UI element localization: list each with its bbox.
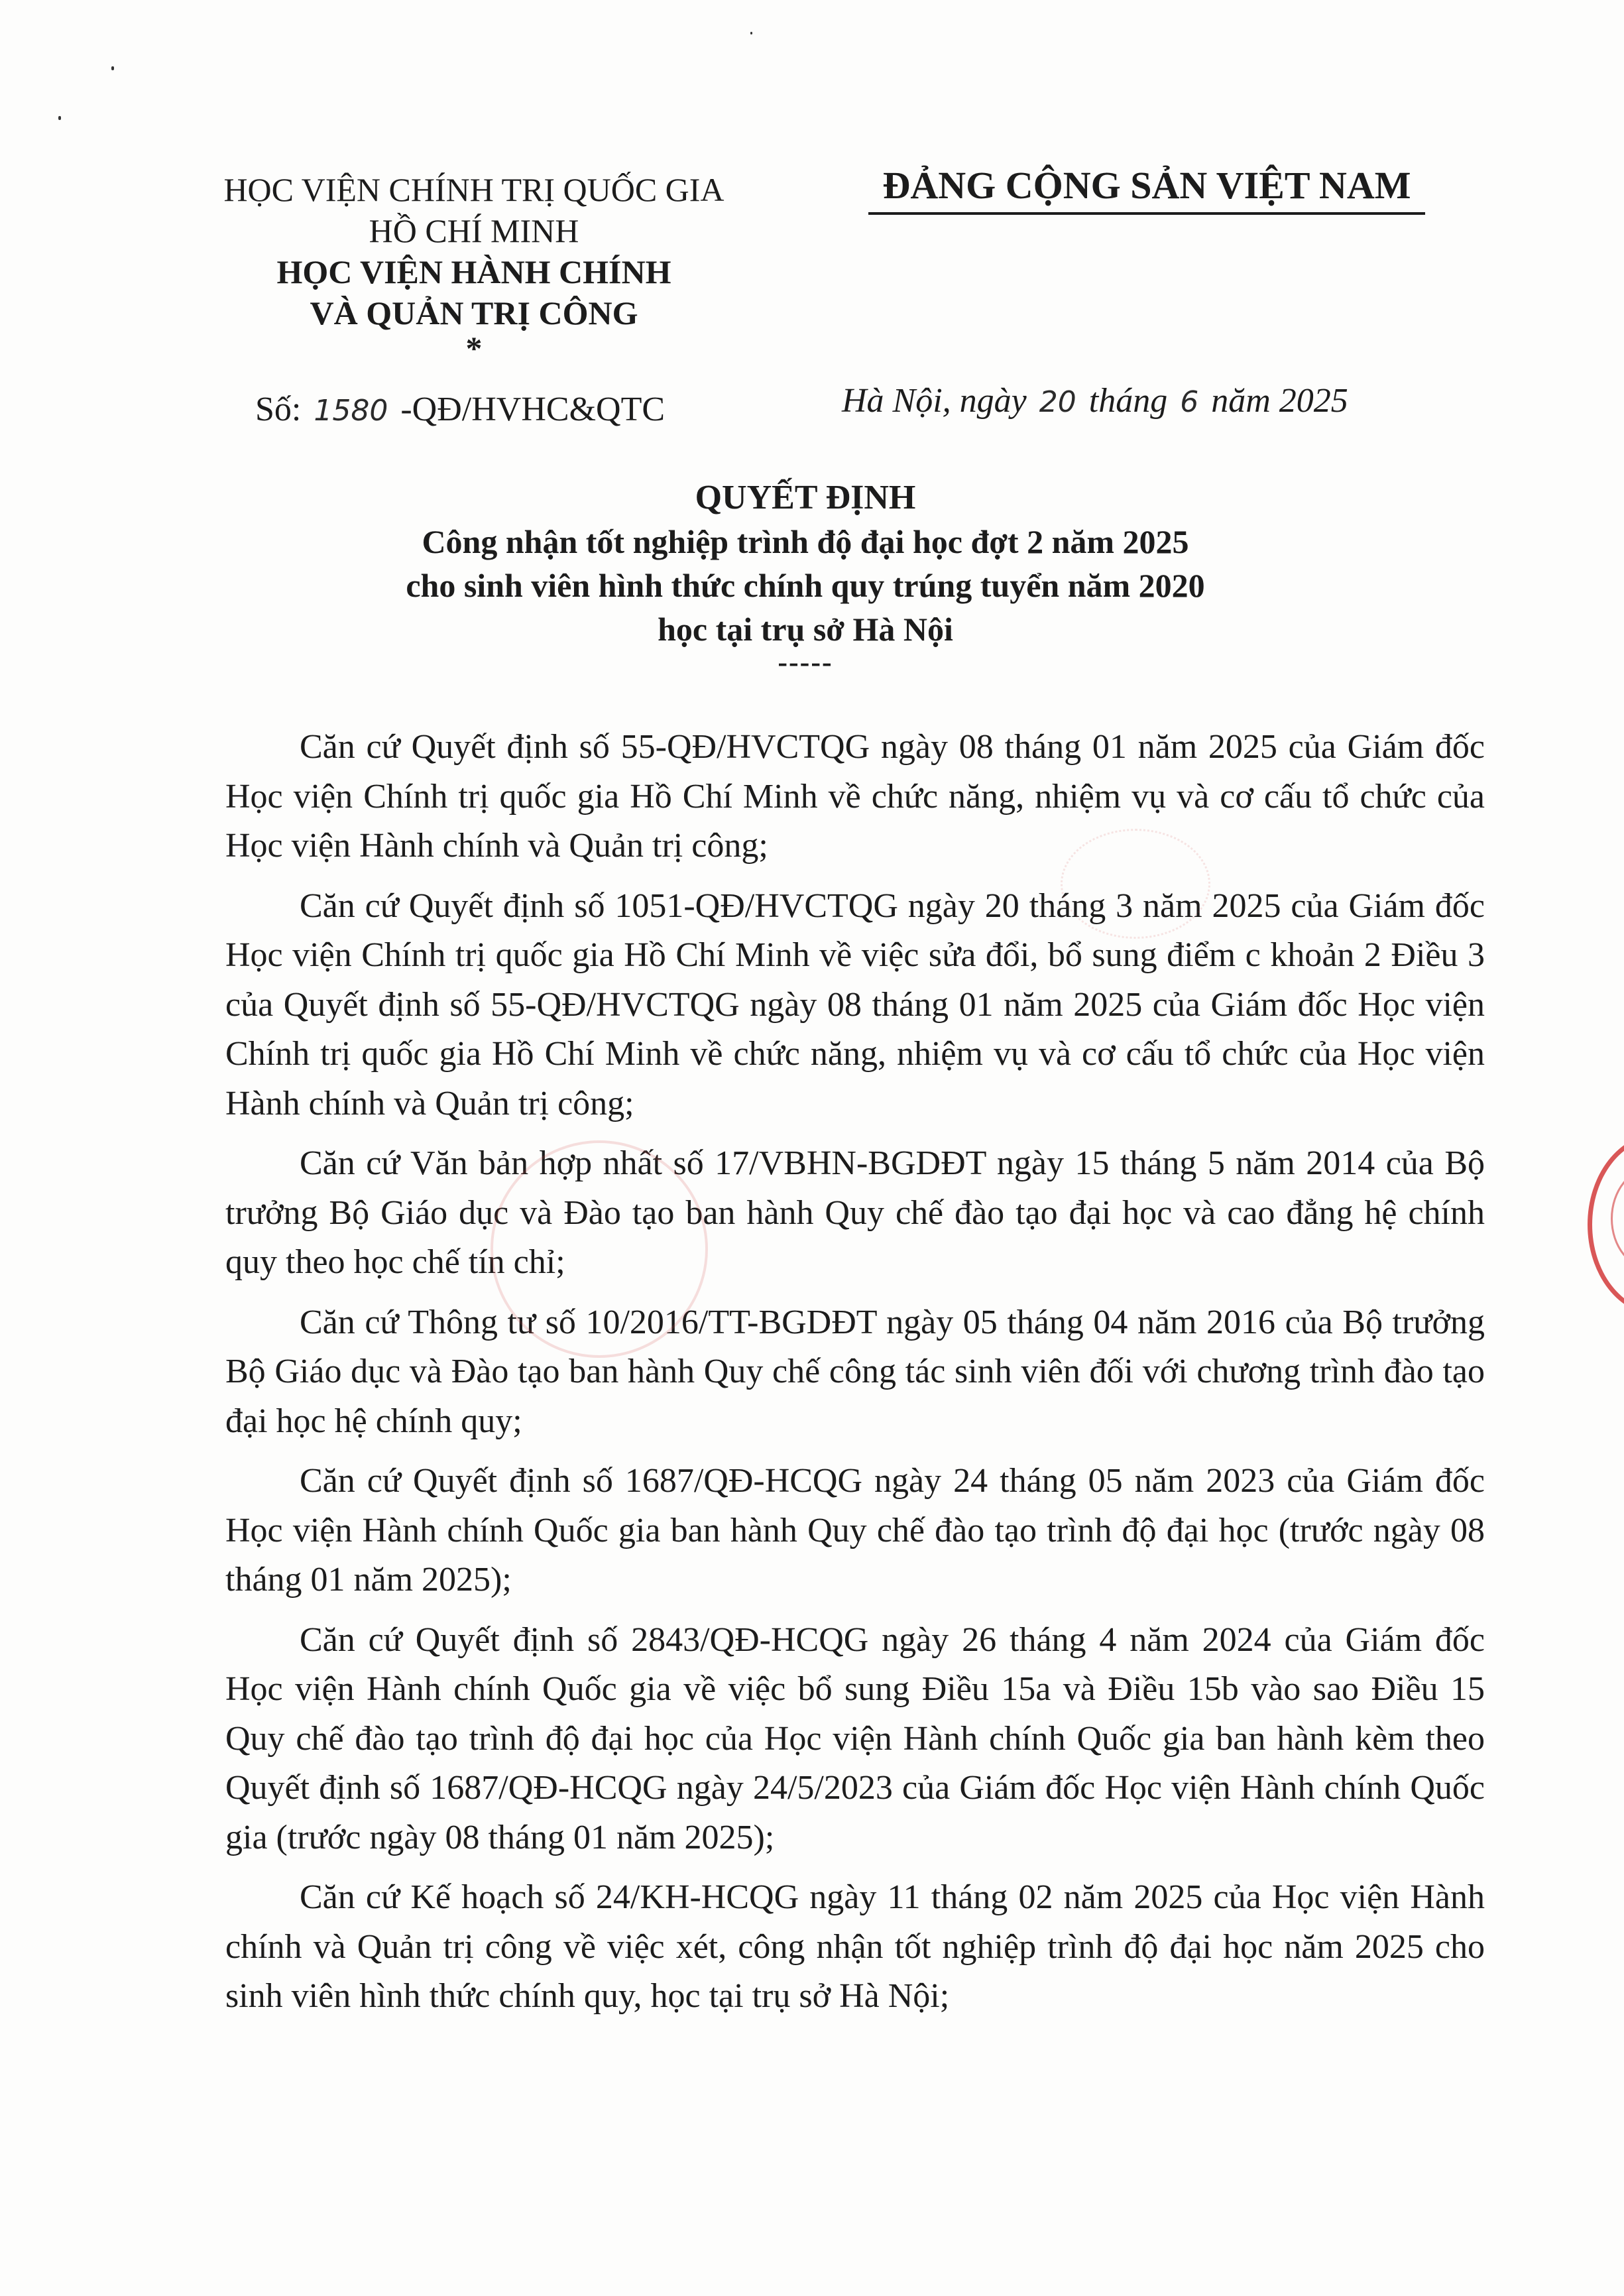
decision-subject-line-3: học tại trụ sở Hà Nội: [658, 611, 953, 648]
agency-line-2: HỒ CHÍ MINH: [369, 212, 579, 249]
legal-basis-paragraph: Căn cứ Thông tư số 10/2016/TT-BGDĐT ngày 05 tháng 04 năm 2016 của Bộ trưởng Bộ Giáo dục và Đào tạo ban hành Quy chế công tác sinh viên đối với chương trình đào tạo đại học hệ chính quy;: [225, 1303, 1485, 1440]
party-header: [855, 159, 1438, 215]
agency-star: *: [465, 330, 483, 367]
decision-title-block: [265, 476, 1346, 678]
date-prefix: Hà Nội, ngày: [842, 382, 1035, 420]
date-month-handwritten: 6: [1180, 385, 1199, 419]
decision-title: QUYẾT ĐỊNH: [695, 479, 916, 516]
faint-seal-bleed: [1061, 829, 1210, 939]
legal-basis-paragraph: Căn cứ Quyết định số 2843/QĐ-HCQG ngày 26 tháng 4 năm 2024 của Giám đốc Học viện Hành chính Quốc gia về việc bổ sung Điều 15a và Điều 15b vào sao Điều 15 Quy chế đào tạo trình độ đại học của Học viện Hành chính Quốc gia ban hành kèm theo Quyết định số 1687/QĐ-HCQG ngày 24/5/2023 của Giám đốc Học viện Hành chính Quốc gia (trước ngày 08 tháng 01 năm 2025);: [225, 1620, 1485, 1856]
title-divider: -----: [778, 646, 833, 678]
decision-subject-line-2: cho sinh viên hình thức chính quy trúng tuyển năm 2020: [406, 567, 1205, 604]
date-suffix: năm 2025: [1202, 382, 1348, 420]
legal-basis-paragraph: Căn cứ Văn bản hợp nhất số 17/VBHN-BGDĐT ngày 15 tháng 5 năm 2014 của Bộ trưởng Bộ Giáo dục và Đào tạo ban hành Quy chế đào tạo đại học và cao đẳng hệ chính quy theo học chế tín chỉ;: [225, 1144, 1485, 1281]
decision-subject-line-1: Công nhận tốt nghiệp trình độ đại học đợt 2 năm 2025: [422, 523, 1189, 560]
agency-line-1: HỌC VIỆN CHÍNH TRỊ QUỐC GIA: [223, 171, 725, 208]
scan-speck: [58, 116, 61, 120]
scan-speck: [111, 66, 114, 70]
legal-basis-paragraph: Căn cứ Quyết định số 1687/QĐ-HCQG ngày 24 tháng 05 năm 2023 của Giám đốc Học viện Hành chính Quốc gia ban hành Quy chế đào tạo trình độ đại học (trước ngày 08 tháng 01 năm 2025);: [225, 1462, 1485, 1599]
doc-number-handwritten: 1580: [314, 394, 388, 428]
faint-seal-bleed: [491, 1140, 708, 1358]
date-day-handwritten: 20: [1039, 385, 1076, 419]
legal-basis-paragraph: Căn cứ Kế hoạch số 24/KH-HCQG ngày 11 tháng 02 năm 2025 của Học viện Hành chính và Quản trị công về việc xét, công nhận tốt nghiệp trình độ đại học năm 2025 cho sinh viên hình thức chính quy, học tại trụ sở Hà Nội;: [225, 1878, 1485, 2015]
legal-basis-paragraph: Căn cứ Quyết định số 55-QĐ/HVCTQG ngày 08 tháng 01 năm 2025 của Giám đốc Học viện Chính trị quốc gia Hồ Chí Minh về chức năng, nhiệm vụ và cơ cấu tổ chức của Học viện Hành chính và Quản trị công;: [225, 728, 1485, 865]
doc-number-suffix: -QĐ/HVHC&QTC: [392, 391, 666, 428]
party-underline: [868, 212, 1425, 215]
agency-line-4: VÀ QUẢN TRỊ CÔNG: [310, 294, 638, 332]
place-date-line: [842, 378, 1348, 426]
scan-speck: [750, 32, 752, 34]
date-middle: tháng: [1080, 382, 1177, 420]
legal-basis-section: [225, 723, 1485, 2032]
document-number: [255, 387, 665, 434]
agency-line-3: HỌC VIỆN HÀNH CHÍNH: [276, 253, 671, 290]
legal-basis-paragraph: Căn cứ Quyết định số 1051-QĐ/HVCTQG ngày 20 tháng 3 năm 2025 của Giám đốc Học viện Chính trị quốc gia Hồ Chí Minh về việc sửa đổi, bổ sung điểm c khoản 2 Điều 3 của Quyết định số 55-QĐ/HVCTQG ngày 08 tháng 01 năm 2025 của Giám đốc Học viện Chính trị quốc gia Hồ Chí Minh về chức năng, nhiệm vụ và cơ cấu tổ chức của Học viện Hành chính và Quản trị công;: [225, 886, 1485, 1122]
issuing-agency-block: [219, 169, 729, 367]
party-name: ĐẢNG CỘNG SẢN VIỆT NAM: [882, 164, 1411, 207]
doc-number-prefix: Số:: [255, 391, 310, 428]
